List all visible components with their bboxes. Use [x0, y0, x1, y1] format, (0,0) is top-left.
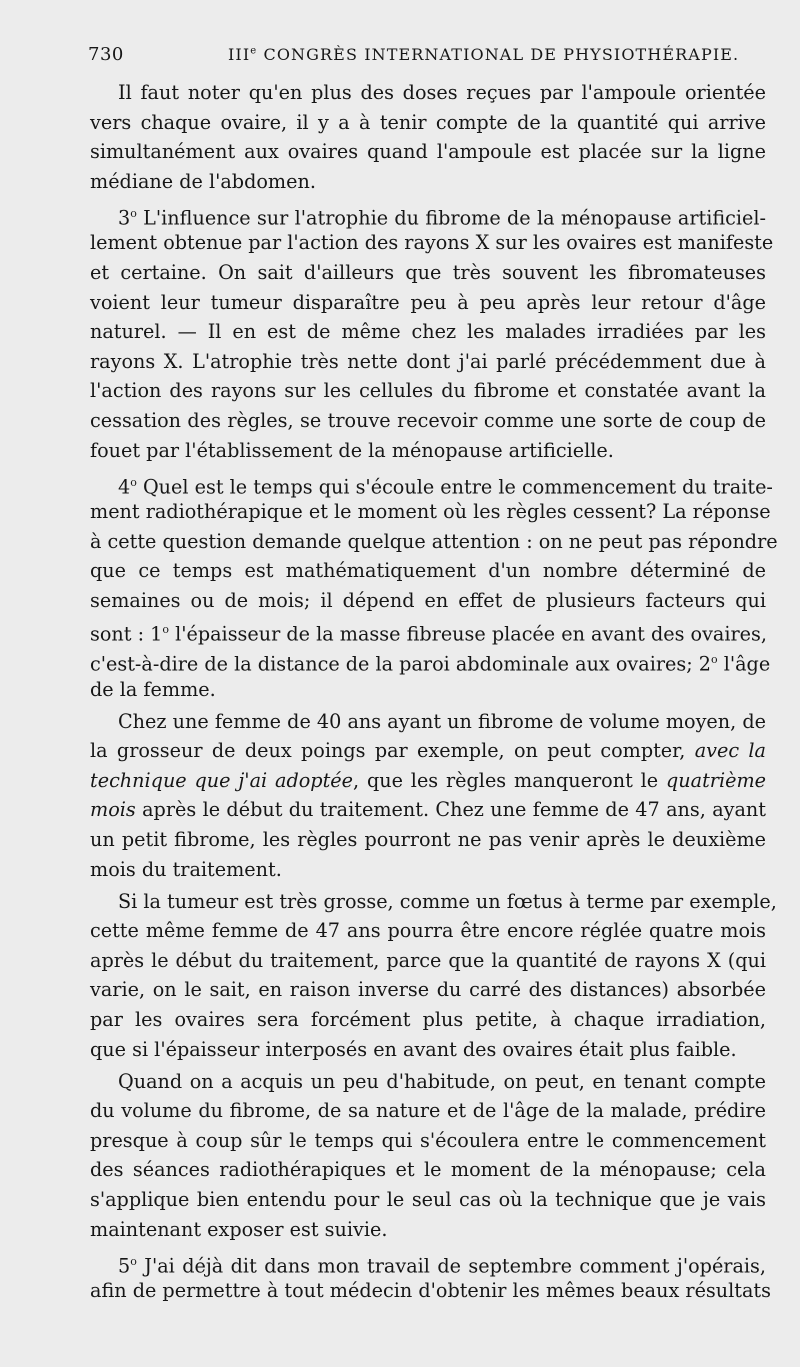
text-line: vers chaque ovaire, il y a à tenir compte de la quantité qui arrive	[90, 110, 766, 134]
text-line: simultanément aux ovaires quand l'ampoule est placée sur la ligne	[90, 140, 766, 164]
paragraph-ovaries-dose	[90, 78, 766, 196]
text-line: à cette question demande quelque attention : on ne peut pas répondre	[90, 529, 778, 553]
text-line: Chez une femme de 40 ans ayant un fibrome de volume moyen, de	[118, 709, 766, 733]
text-line: maintenant exposer est suivie.	[90, 1217, 388, 1241]
body-text	[90, 78, 778, 1306]
paragraph-point-4	[90, 468, 778, 705]
text-line: technique que j'ai adoptée, que les règles manqueront le quatrième	[90, 768, 766, 792]
text-line: s'applique bien entendu pour le seul cas où la technique que je vais	[90, 1187, 766, 1211]
running-title: IIIe CONGRÈS INTERNATIONAL DE PHYSIOTHÉRAPIE.	[228, 45, 740, 64]
paragraph-large-tumor	[90, 887, 777, 1065]
text-line: afin de permettre à tout médecin d'obtenir les mêmes beaux résultats	[90, 1279, 771, 1303]
text-line: que si l'épaisseur interposés en avant des ovaires était plus faible.	[90, 1037, 737, 1061]
text-line: de la femme.	[90, 677, 216, 701]
text-line: sont : 1$^o$ l'épaisseur de la masse fibreuse placée en avant des ovaires,	[90, 622, 767, 646]
text-line: 5$^o$ J'ai déjà dit dans mon travail de septembre comment j'opérais,	[118, 1253, 766, 1277]
text-line: du volume du fibrome, de sa nature et de l'âge de la malade, prédire	[90, 1099, 766, 1123]
paragraph-prediction	[90, 1067, 766, 1245]
text-line: l'action des rayons sur les cellules du fibrome et constatée avant la	[90, 379, 766, 403]
text-line: ment radiothérapique et le moment où les règles cessent? La réponse	[90, 500, 771, 524]
text-line: presque à coup sûr le temps qui s'écoulera entre le commencement	[90, 1128, 766, 1152]
text-line: médiane de l'abdomen.	[90, 169, 316, 193]
text-line: cette même femme de 47 ans pourra être encore réglée quatre mois	[90, 919, 766, 943]
text-line: la grosseur de deux poings par exemple, on peut compter, avec la	[90, 739, 766, 763]
text-line: Il faut noter qu'en plus des doses reçues par l'ampoule orientée	[118, 81, 766, 104]
text-line: naturel. — Il en est de même chez les malades irradiées par les	[90, 320, 766, 344]
text-line: fouet par l'établissement de la ménopause artificielle.	[90, 438, 614, 462]
text-line: Quand on a acquis un peu d'habitude, on peut, en tenant compte	[118, 1069, 766, 1093]
paragraph-woman-40	[90, 707, 766, 885]
paragraph-point-5	[90, 1247, 771, 1306]
text-line: 3$^o$ L'influence sur l'atrophie du fibrome de la ménopause artificiel-	[118, 206, 766, 230]
text-line: un petit fibrome, les règles pourront ne pas venir après le deuxième	[90, 828, 766, 852]
text-line: rayons X. L'atrophie très nette dont j'ai parlé précédemment due à	[90, 349, 766, 373]
text-line: lement obtenue par l'action des rayons X sur les ovaires est manifeste	[90, 231, 774, 255]
paragraph-point-3	[90, 199, 774, 465]
text-line: semaines ou de mois; il dépend en effet de plusieurs facteurs qui	[90, 588, 766, 612]
page-header	[88, 44, 768, 72]
text-line: 4$^o$ Quel est le temps qui s'écoule entre le commencement du traite-	[118, 474, 773, 498]
text-line: cessation des règles, se trouve recevoir comme une sorte de coup de	[90, 408, 766, 432]
text-line: varie, on le sait, en raison inverse du carré des distances) absorbée	[90, 978, 766, 1002]
page-number: 730	[88, 44, 124, 65]
text-line: voient leur tumeur disparaître peu à peu après leur retour d'âge	[90, 290, 766, 314]
text-line: mois du traitement.	[90, 857, 282, 881]
text-line: mois après le début du traitement. Chez une femme de 47 ans, ayant	[90, 798, 766, 822]
text-line: Si la tumeur est très grosse, comme un fœtus à terme par exemple,	[118, 889, 777, 913]
text-line: c'est-à-dire de la distance de la paroi abdominale aux ovaires; 2$^o$ l'âge	[90, 652, 771, 676]
text-line: et certaine. On sait d'ailleurs que très souvent les fibromateuses	[90, 260, 766, 284]
text-line: que ce temps est mathématiquement d'un nombre déterminé de	[90, 559, 766, 583]
text-line: après le début du traitement, parce que la quantité de rayons X (qui	[90, 948, 766, 972]
text-line: par les ovaires sera forcément plus petite, à chaque irradiation,	[90, 1007, 766, 1031]
text-line: des séances radiothérapiques et le moment de la ménopause; cela	[90, 1158, 766, 1182]
